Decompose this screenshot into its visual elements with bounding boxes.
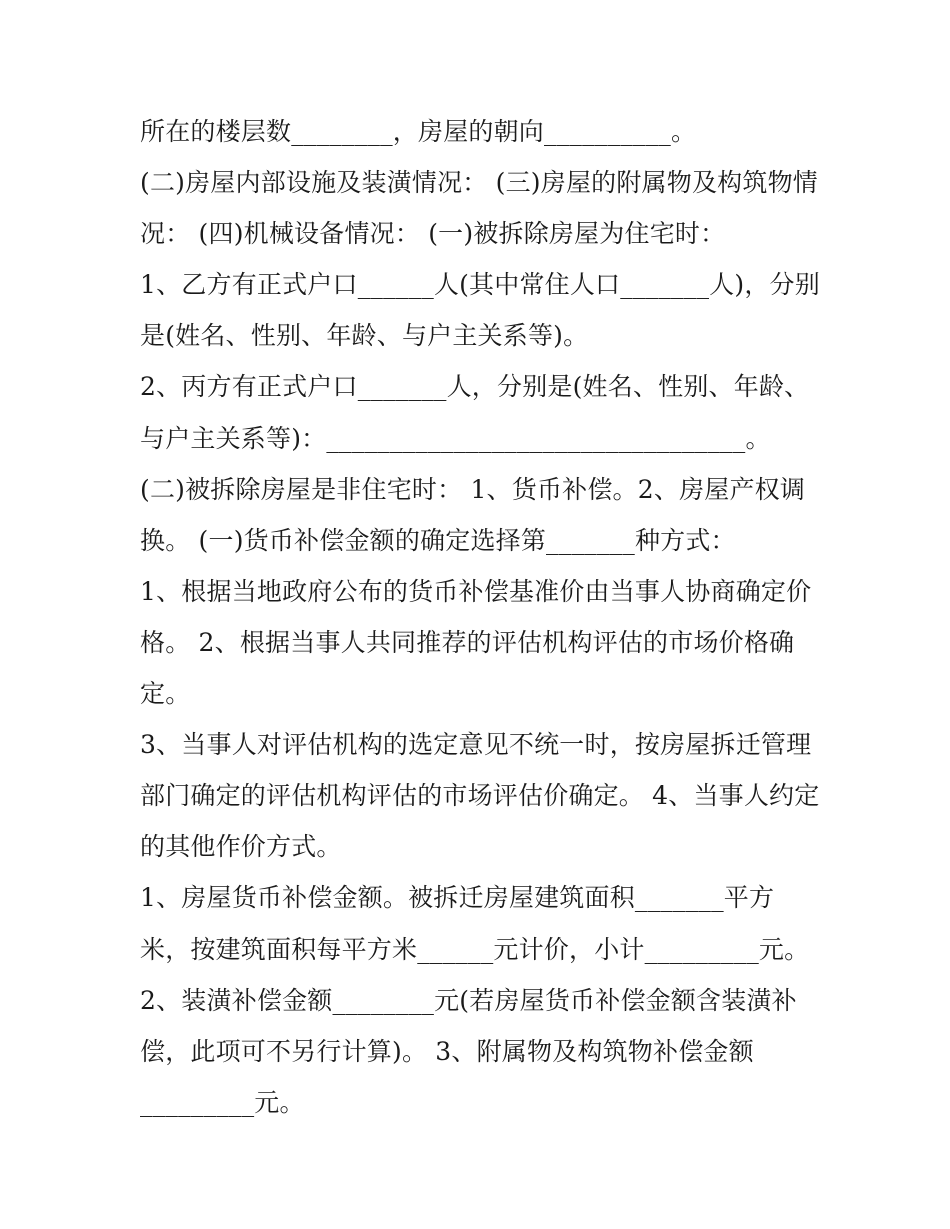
text-line-19: 偿，此项可不另行计算)。 3、附属物及构筑物补偿金额 xyxy=(140,1036,754,1066)
text-line-13: 3、当事人对评估机构的选定意见不统一时，按房屋拆迁管理 xyxy=(140,730,812,760)
text-line-1: 所在的楼层数________，房屋的朝向__________。 xyxy=(140,117,697,146)
text-line-5: 是(姓名、性别、年龄、与户主关系等)。 xyxy=(140,321,589,351)
text-line-15: 的其他作价方式。 xyxy=(140,832,342,862)
text-line-8: (二)被拆除房屋是非住宅时： 1、货币补偿。2、房屋产权调 xyxy=(140,474,806,504)
text-line-14: 部门确定的评估机构评估的市场评估价确定。 4、当事人约定 xyxy=(140,781,820,811)
text-line-20: _________元。 xyxy=(140,1087,305,1117)
text-line-16: 1、房屋货币补偿金额。被拆迁房屋建筑面积_______平方 xyxy=(140,883,775,913)
document-body xyxy=(140,106,820,1128)
text-line-9: 换。 (一)货币补偿金额的确定选择第_______种方式： xyxy=(140,525,736,555)
text-line-4: 1、乙方有正式户口______人(其中常住人口_______人)，分别 xyxy=(140,270,820,300)
text-line-12: 定。 xyxy=(140,679,191,709)
text-line-7: 与户主关系等)：_________________________________。 xyxy=(140,423,771,453)
text-line-6: 2、丙方有正式户口_______人，分别是(姓名、性别、年龄、 xyxy=(140,372,810,402)
text-line-17: 米，按建筑面积每平方米______元计价，小计_________元。 xyxy=(140,934,810,964)
text-line-11: 格。 2、根据当事人共同推荐的评估机构评估的市场价格确 xyxy=(140,627,795,657)
text-line-10: 1、根据当地政府公布的货币补偿基准价由当事人协商确定价 xyxy=(140,576,812,606)
text-line-3: 况： (四)机械设备情况： (一)被拆除房屋为住宅时： xyxy=(140,219,726,249)
text-line-2: (二)房屋内部设施及装潢情况： (三)房屋的附属物及构筑物情 xyxy=(140,168,818,198)
text-line-18: 2、装潢补偿金额________元(若房屋货币补偿金额含装潢补 xyxy=(140,985,797,1015)
